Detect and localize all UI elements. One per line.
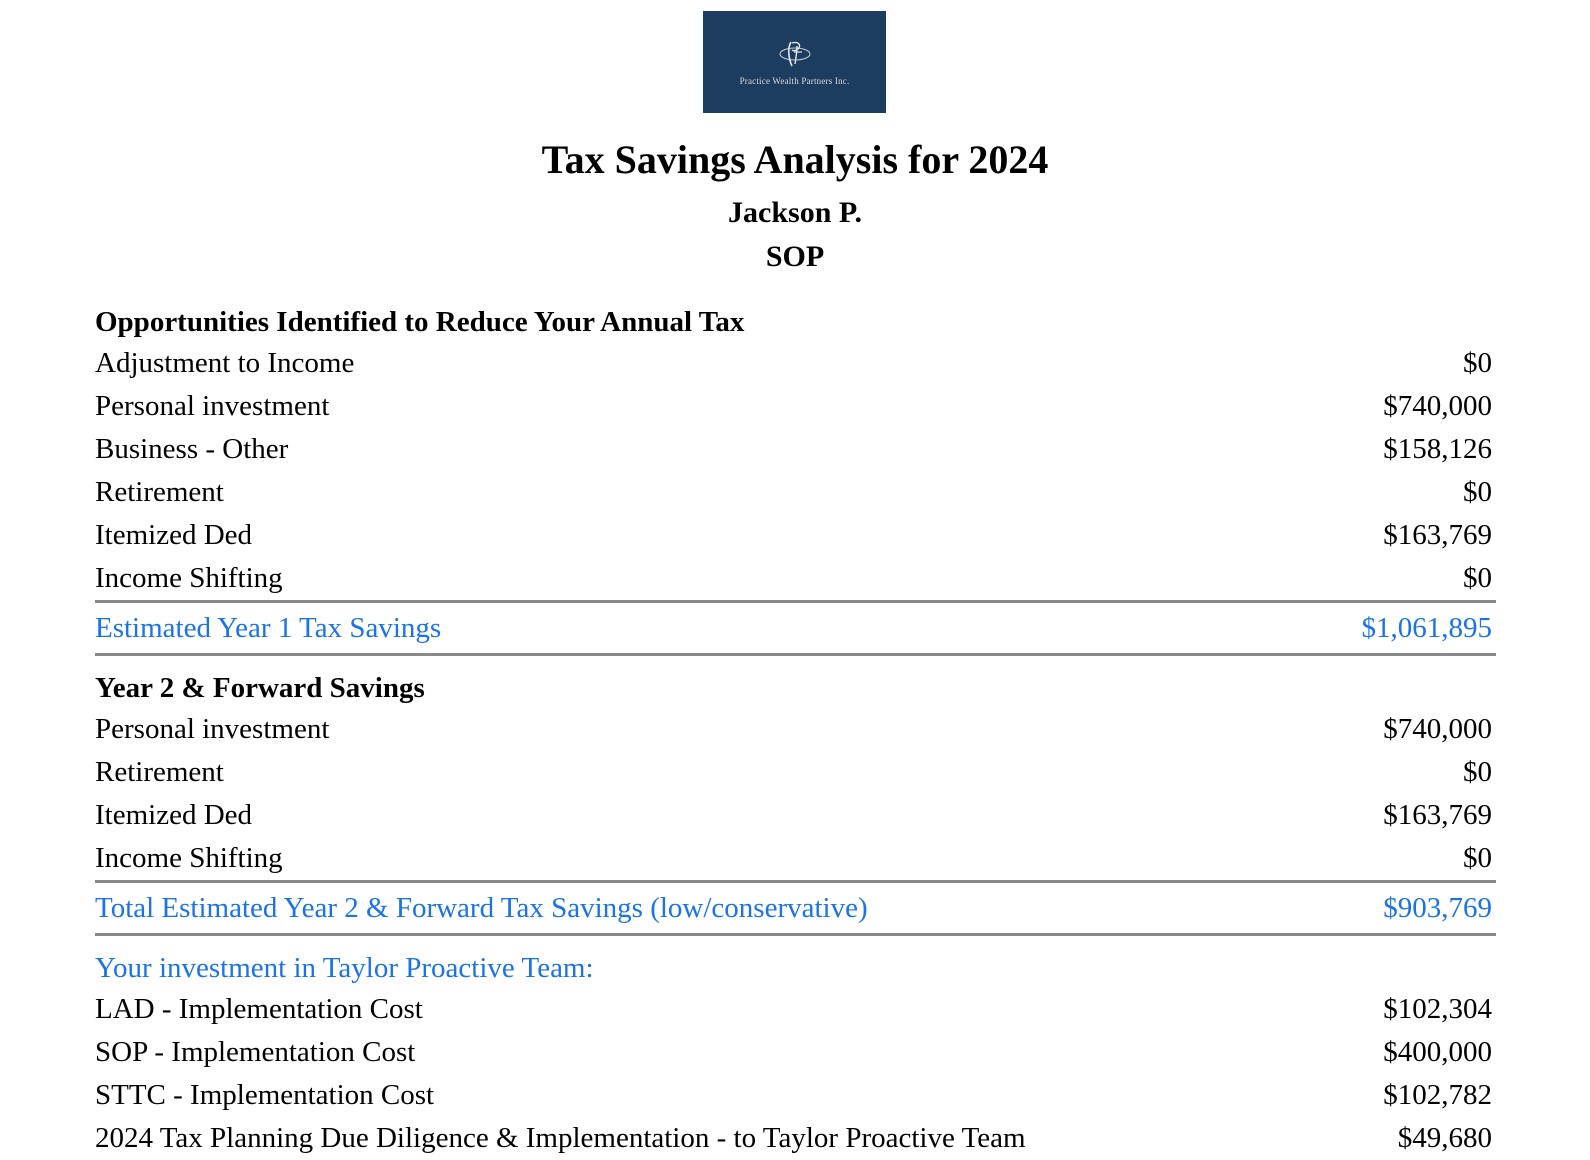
section-heading-opportunities: Opportunities Identified to Reduce Your Annual Tax (95, 306, 745, 338)
line-item-value: $740,000 (1383, 390, 1492, 422)
line-item-value: $400,000 (1383, 1036, 1492, 1068)
line-item (95, 794, 1496, 837)
line-item-value: $158,126 (1383, 433, 1492, 465)
line-item-label: Retirement (95, 756, 224, 788)
line-item (95, 751, 1496, 794)
logo-monogram-icon (777, 38, 813, 70)
line-item (95, 988, 1496, 1031)
year1-total-label: Estimated Year 1 Tax Savings (95, 612, 442, 644)
line-item-value: $102,304 (1383, 993, 1492, 1025)
line-item-label: SOP - Implementation Cost (95, 1036, 416, 1068)
line-item (95, 385, 1496, 428)
plan-name: SOP (765, 240, 825, 273)
year1-total-value: $1,061,895 (1361, 612, 1492, 644)
year1-total-row (95, 600, 1496, 656)
line-item-label: Retirement (95, 476, 224, 508)
line-item (95, 514, 1496, 557)
line-item-value: $740,000 (1383, 713, 1492, 745)
line-item (95, 1031, 1496, 1074)
client-name: Jackson P. (728, 196, 862, 229)
line-item-value: $0 (1463, 347, 1492, 379)
line-item-label: STTC - Implementation Cost (95, 1079, 435, 1111)
analysis-body (95, 302, 1496, 1160)
line-item-label: Business - Other (95, 433, 289, 465)
line-item-label: Personal investment (95, 713, 330, 745)
line-item-value: $0 (1463, 476, 1492, 508)
page-title: Tax Savings Analysis for 2024 (541, 137, 1049, 182)
year2-total-label: Total Estimated Year 2 & Forward Tax Savings (low/conservative) (95, 892, 868, 924)
line-item-label: Income Shifting (95, 842, 283, 874)
line-item (95, 708, 1496, 751)
line-item-label: Personal investment (95, 390, 330, 422)
line-item (95, 557, 1496, 600)
company-logo (703, 11, 886, 113)
line-item (95, 471, 1496, 514)
line-item-value: $0 (1463, 562, 1492, 594)
logo-brand-text: Practice Wealth Partners Inc. (739, 76, 850, 86)
line-item-value: $0 (1463, 842, 1492, 874)
section-heading-investment: Your investment in Taylor Proactive Team: (95, 952, 594, 984)
year2-total-value: $903,769 (1383, 892, 1492, 924)
line-item-value: $163,769 (1383, 519, 1492, 551)
line-item (95, 428, 1496, 471)
line-item-value: $102,782 (1383, 1079, 1492, 1111)
line-item-label: Adjustment to Income (95, 347, 355, 379)
line-item-label: Itemized Ded (95, 799, 253, 831)
line-item (95, 837, 1496, 880)
line-item-value: $163,769 (1383, 799, 1492, 831)
line-item-label: Itemized Ded (95, 519, 253, 551)
line-item-value: $49,680 (1397, 1122, 1492, 1154)
line-item-value: $0 (1463, 756, 1492, 788)
line-item (95, 1074, 1496, 1117)
line-item-label: LAD - Implementation Cost (95, 993, 423, 1025)
line-item-label: Income Shifting (95, 562, 283, 594)
line-item-label: 2024 Tax Planning Due Diligence & Implementation - to Taylor Proactive Team (95, 1122, 1026, 1154)
year2-total-row (95, 880, 1496, 936)
line-item (95, 342, 1496, 385)
section-heading-year2: Year 2 & Forward Savings (95, 672, 425, 704)
